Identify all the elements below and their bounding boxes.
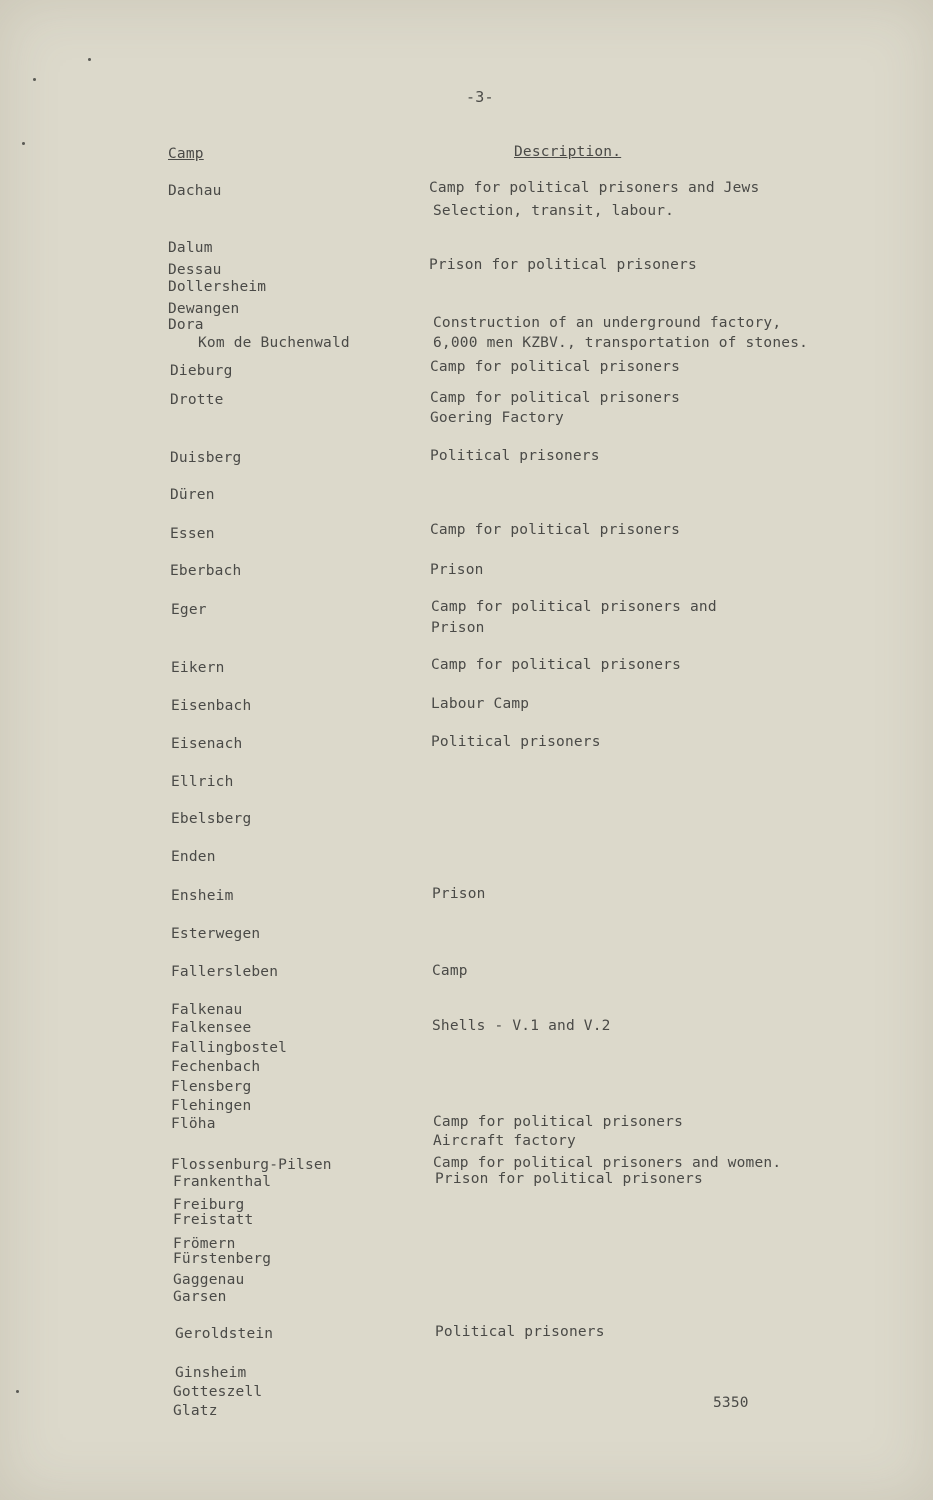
speck [16,1390,19,1393]
speck [33,78,36,81]
camp-column-header: Camp [168,146,204,162]
camp-description: 6,000 men KZBV., transportation of stones. [433,335,809,351]
camp-name: Gaggenau [173,1272,245,1288]
camp-description: Camp for political prisoners [431,657,682,673]
camp-name: Esterwegen [171,926,261,942]
camp-description: Political prisoners [435,1324,605,1340]
camp-name: Eger [171,602,207,618]
camp-description: Camp [432,963,468,979]
camp-description: Construction of an underground factory, [433,315,782,331]
camp-description: Prison for political prisoners [435,1171,703,1187]
camp-name: Dollersheim [168,279,267,295]
camp-description: Political prisoners [431,734,601,750]
camp-description: Prison [430,562,484,578]
camp-description: Camp for political prisoners and Jews [429,180,760,196]
description-column-header: Description. [514,144,622,160]
camp-description: Political prisoners [430,448,600,464]
camp-description: Camp for political prisoners and [431,599,717,615]
speck [22,142,25,145]
camp-name: Flehingen [171,1098,252,1114]
camp-name: Flossenburg-Pilsen [171,1157,332,1173]
camp-name: Falkenau [171,1002,243,1018]
camp-name: Flensberg [171,1079,252,1095]
camp-name: Eisenbach [171,698,252,714]
camp-name: Frankenthal [173,1174,272,1190]
camp-name: Enden [171,849,216,865]
camp-name: Ebelsberg [171,811,252,827]
camp-name: Essen [170,526,215,542]
camp-description: Camp for political prisoners and women. [433,1155,782,1171]
camp-name: Dessau [168,262,222,278]
camp-description: Selection, transit, labour. [433,203,675,219]
camp-name: Dora [168,317,204,333]
camp-name: Kom de Buchenwald [198,335,350,351]
camp-description: Aircraft factory [433,1133,576,1149]
camp-name: Glatz [173,1403,218,1419]
camp-name: Dalum [168,240,213,256]
camp-name: Drotte [170,392,224,408]
camp-name: Fechenbach [171,1059,261,1075]
camp-description: Camp for political prisoners [430,359,681,375]
speck [88,58,91,61]
camp-name: Eikern [171,660,225,676]
camp-name: Garsen [173,1289,227,1305]
camp-description: Camp for political prisoners [433,1114,684,1130]
camp-description: Goering Factory [430,410,564,426]
camp-name: Freiburg [173,1197,245,1213]
camp-name: Fallingbostel [171,1040,288,1056]
camp-description: Shells - V.1 and V.2 [432,1018,611,1034]
document-number: 5350 [713,1395,749,1411]
camp-name: Freistatt [173,1212,254,1228]
camp-name: Geroldstein [175,1326,274,1342]
camp-description: Camp for political prisoners [430,522,681,538]
camp-name: Flöha [171,1116,216,1132]
camp-description: Prison [432,886,486,902]
camp-name: Eberbach [170,563,242,579]
camp-description: Prison [431,620,485,636]
camp-name: Fürstenberg [173,1251,272,1267]
camp-name: Ginsheim [175,1365,247,1381]
camp-name: Ensheim [171,888,234,904]
camp-description: Camp for political prisoners [430,390,681,406]
camp-description: Prison for political prisoners [429,257,697,273]
page-number: -3- [466,88,494,106]
camp-description: Labour Camp [431,696,530,712]
camp-name: Eisenach [171,736,243,752]
camp-name: Falkensee [171,1020,252,1036]
camp-name: Frömern [173,1236,236,1252]
camp-name: Fallersleben [171,964,279,980]
camp-name: Dachau [168,183,222,199]
camp-name: Dieburg [170,363,233,379]
camp-name: Dewangen [168,301,240,317]
camp-name: Duisberg [170,450,242,466]
camp-name: Ellrich [171,774,234,790]
camp-name: Düren [170,487,215,503]
camp-name: Gotteszell [173,1384,263,1400]
